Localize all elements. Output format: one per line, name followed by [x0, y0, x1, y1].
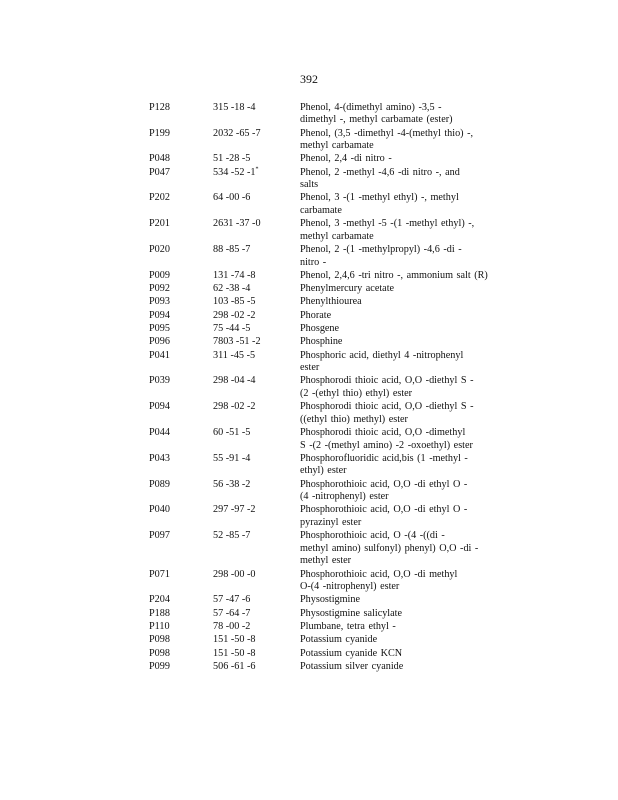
- substance-name: [300, 153, 520, 166]
- page-number: 392: [300, 72, 318, 86]
- substance-name-line: Phosphoric acid, diethyl 4 -nitrophenyl: [300, 349, 464, 361]
- cas-number-text: 506 -61 -6: [213, 660, 256, 672]
- substance-name: [300, 479, 520, 504]
- list-item: [0, 568, 618, 594]
- substance-name-line: Phenylmercury acetate: [300, 283, 395, 295]
- substance-name-line: (2 -(ethyl thio) ethyl) ester: [300, 387, 413, 399]
- waste-code: P041: [149, 349, 170, 361]
- list-item: [0, 349, 618, 375]
- substance-name-line: Phenol, 2 -(1 -methylpropyl) -4,6 -di -: [300, 244, 462, 256]
- cas-number: [213, 270, 255, 283]
- substance-name: [300, 530, 520, 568]
- waste-code: P199: [149, 127, 170, 139]
- cas-number-text: 151 -50 -8: [213, 634, 256, 646]
- cas-number-text: 60 -51 -5: [213, 427, 251, 439]
- substance-name: [300, 350, 520, 375]
- substance-name: [300, 608, 520, 621]
- substance-name: [300, 375, 520, 400]
- cas-number-text: 75 -44 -5: [213, 323, 251, 335]
- waste-code: P047: [149, 166, 170, 178]
- cas-number: [213, 661, 255, 674]
- cas-number: [213, 350, 255, 363]
- list-item: [0, 282, 618, 295]
- substance-name-line: Phosphorothioic acid, O,O -di ethyl O -: [300, 478, 468, 490]
- cas-number: [213, 427, 250, 440]
- substance-name-line: Potassium silver cyanide: [300, 660, 404, 672]
- substance-name: [300, 167, 520, 192]
- list-item: [0, 375, 618, 401]
- cas-number: [213, 296, 255, 309]
- substance-name: [300, 244, 520, 269]
- substance-name-line: methyl amino) sulfonyl) phenyl) O,O -di -: [300, 542, 479, 554]
- list-item: [0, 647, 618, 660]
- cas-number-text: 298 -02 -2: [213, 309, 256, 321]
- list-item: [0, 529, 618, 567]
- list-item: [0, 166, 618, 192]
- cas-number-text: 311 -45 -5: [213, 349, 256, 361]
- substance-name: [300, 310, 520, 323]
- cas-number-text: 78 -00 -2: [213, 620, 251, 632]
- list-item: [0, 243, 618, 269]
- substance-name: [300, 296, 520, 309]
- waste-code: P040: [149, 504, 170, 516]
- substance-name-line: Physostigmine salicylate: [300, 607, 403, 619]
- cas-number: [213, 244, 250, 257]
- cas-number-text: 64 -00 -6: [213, 192, 251, 204]
- cas-number-text: 297 -97 -2: [213, 504, 256, 516]
- cas-number: [213, 648, 255, 661]
- cas-number: [213, 569, 255, 582]
- cas-number: [213, 218, 261, 231]
- cas-number-text: 88 -85 -7: [213, 244, 251, 256]
- cas-number-text: 534 -52 -1: [213, 166, 256, 178]
- list-item: [0, 192, 618, 218]
- waste-code: P204: [149, 594, 170, 606]
- substance-name: [300, 594, 520, 607]
- waste-code: P097: [149, 530, 170, 542]
- substance-name-line: pyrazinyl ester: [300, 516, 362, 528]
- substance-name-line: Phosphorodi thioic acid, O,O -diethyl S -: [300, 401, 474, 413]
- cas-number: [213, 283, 250, 296]
- cas-number-text: 298 -00 -0: [213, 568, 256, 580]
- list-item: [0, 296, 618, 309]
- substance-name-line: salts: [300, 179, 319, 191]
- substance-name-line: O-(4 -nitrophenyl) ester: [300, 581, 400, 593]
- cas-number-text: 51 -28 -5: [213, 153, 251, 165]
- cas-number: [213, 310, 255, 323]
- cas-number: [213, 453, 250, 466]
- substance-name-line: Phosphorofluoridic acid,bis (1 -methyl -: [300, 452, 468, 464]
- list-item: [0, 269, 618, 282]
- cas-number: [213, 634, 255, 647]
- cas-number: [213, 323, 250, 336]
- list-item: [0, 153, 618, 166]
- cas-number-text: 56 -38 -2: [213, 478, 251, 490]
- substance-name-line: nitro -: [300, 256, 327, 268]
- substance-name-line: Phenol, 2,4 -di nitro -: [300, 153, 392, 165]
- cas-number-text: 2032 -65 -7: [213, 127, 261, 139]
- waste-code: P098: [149, 647, 170, 659]
- cas-number: [213, 594, 250, 607]
- substance-name-line: Phosphorothioic acid, O,O -di methyl: [300, 568, 458, 580]
- substance-name-line: S -(2 -(methyl amino) -2 -oxoethyl) ester: [300, 439, 473, 451]
- waste-code: P089: [149, 478, 170, 490]
- cas-number-text: 57 -64 -7: [213, 607, 251, 619]
- substance-name: [300, 621, 520, 634]
- cas-number: [213, 102, 255, 115]
- list-item: [0, 336, 618, 349]
- substance-name-line: methyl carbamate: [300, 230, 374, 242]
- waste-code: P048: [149, 153, 170, 165]
- list-item: [0, 426, 618, 452]
- list-item: [0, 322, 618, 335]
- substance-name-line: ((ethyl thio) methyl) ester: [300, 413, 408, 425]
- substance-name: [300, 634, 520, 647]
- substance-name-line: ester: [300, 362, 320, 374]
- cas-number-text: 103 -85 -5: [213, 296, 256, 308]
- list-item: [0, 620, 618, 633]
- cas-number-text: 131 -74 -8: [213, 269, 256, 281]
- waste-code: P094: [149, 401, 170, 413]
- footnote-mark: *: [255, 166, 259, 173]
- substance-name-line: Phorate: [300, 309, 332, 321]
- waste-code: P201: [149, 218, 170, 230]
- substance-name-line: Phenol, 3 -methyl -5 -(1 -methyl ethyl) -,: [300, 218, 475, 230]
- waste-code: P092: [149, 283, 170, 295]
- substance-name-line: Phenol, 4-(dimethyl amino) -3,5 -: [300, 101, 442, 113]
- cas-number-text: 315 -18 -4: [213, 101, 256, 113]
- cas-number: [213, 401, 255, 414]
- substance-name-line: Phenol, 3 -(1 -methyl ethyl) -, methyl: [300, 192, 459, 204]
- waste-code: P202: [149, 192, 170, 204]
- cas-number-text: 55 -91 -4: [213, 452, 251, 464]
- list-item: [0, 400, 618, 426]
- substance-name-line: Physostigmine: [300, 594, 361, 606]
- waste-code: P096: [149, 336, 170, 348]
- substance-name: [300, 427, 520, 452]
- substance-name-line: Potassium cyanide: [300, 634, 378, 646]
- cas-number: [213, 479, 250, 492]
- cas-number-text: 57 -47 -6: [213, 594, 251, 606]
- cas-number: [213, 621, 250, 634]
- list-item: [0, 594, 618, 607]
- substance-name: [300, 192, 520, 217]
- substance-name: [300, 323, 520, 336]
- waste-code: P099: [149, 660, 170, 672]
- cas-number-text: 52 -85 -7: [213, 530, 251, 542]
- cas-number: [213, 530, 250, 543]
- list-item: [0, 217, 618, 243]
- waste-code: P093: [149, 296, 170, 308]
- substance-name: [300, 128, 520, 153]
- list-item: [0, 452, 618, 478]
- waste-code: P039: [149, 375, 170, 387]
- waste-code: P188: [149, 607, 170, 619]
- cas-number: [213, 336, 261, 349]
- substance-name-line: Phosphorothioic acid, O -(4 -((di -: [300, 530, 445, 542]
- cas-number: [213, 608, 250, 621]
- substance-name-line: Phosphorodi thioic acid, O,O -dimethyl: [300, 427, 466, 439]
- waste-code: P020: [149, 244, 170, 256]
- substance-name: [300, 283, 520, 296]
- substance-name-line: dimethyl -, methyl carbamate (ester): [300, 114, 453, 126]
- waste-code: P128: [149, 101, 170, 113]
- substance-name: [300, 569, 520, 594]
- substance-name-line: Phenol, (3,5 -dimethyl -4-(methyl thio) -,: [300, 127, 474, 139]
- list-item: [0, 478, 618, 504]
- list-item: [0, 504, 618, 530]
- waste-code: P044: [149, 427, 170, 439]
- substance-name: [300, 648, 520, 661]
- substance-name-line: Phenol, 2 -methyl -4,6 -di nitro -, and: [300, 166, 460, 178]
- substance-name: [300, 504, 520, 529]
- list-item: [0, 309, 618, 322]
- substance-name: [300, 218, 520, 243]
- cas-number-text: 298 -04 -4: [213, 375, 256, 387]
- substance-name: [300, 661, 520, 674]
- cas-number-text: 298 -02 -2: [213, 401, 256, 413]
- substance-name: [300, 270, 520, 283]
- substance-name-line: Potassium cyanide KCN: [300, 647, 403, 659]
- cas-number: [213, 167, 258, 180]
- waste-code: P098: [149, 634, 170, 646]
- cas-number: [213, 153, 250, 166]
- substance-name-line: Plumbane, tetra ethyl -: [300, 620, 396, 632]
- substance-name: [300, 102, 520, 127]
- chemical-list: [0, 101, 618, 673]
- cas-number-text: 62 -38 -4: [213, 283, 251, 295]
- substance-name-line: Phosphorodi thioic acid, O,O -diethyl S -: [300, 375, 474, 387]
- waste-code: P095: [149, 323, 170, 335]
- list-item: [0, 101, 618, 127]
- substance-name: [300, 453, 520, 478]
- substance-name-line: Phosphine: [300, 336, 343, 348]
- cas-number: [213, 375, 255, 388]
- substance-name-line: Phenol, 2,4,6 -tri nitro -, ammonium salt (R): [300, 269, 488, 281]
- substance-name-line: (4 -nitrophenyl) ester: [300, 491, 389, 503]
- substance-name: [300, 336, 520, 349]
- list-item: [0, 633, 618, 646]
- waste-code: P071: [149, 568, 170, 580]
- substance-name-line: carbamate: [300, 204, 342, 216]
- list-item: [0, 660, 618, 673]
- substance-name: [300, 401, 520, 426]
- list-item: [0, 127, 618, 153]
- substance-name-line: ethyl) ester: [300, 465, 347, 477]
- waste-code: P043: [149, 452, 170, 464]
- waste-code: P110: [149, 620, 170, 632]
- substance-name-line: methyl ester: [300, 555, 352, 567]
- substance-name-line: methyl carbamate: [300, 140, 374, 152]
- cas-number-text: 151 -50 -8: [213, 647, 256, 659]
- substance-name-line: Phenylthiourea: [300, 296, 362, 308]
- cas-number: [213, 504, 255, 517]
- list-item: [0, 607, 618, 620]
- waste-code: P094: [149, 309, 170, 321]
- cas-number: [213, 192, 250, 205]
- cas-number-text: 7803 -51 -2: [213, 336, 261, 348]
- cas-number-text: 2631 -37 -0: [213, 218, 261, 230]
- substance-name-line: Phosphorothioic acid, O,O -di ethyl O -: [300, 504, 468, 516]
- cas-number: [213, 128, 261, 141]
- substance-name-line: Phosgene: [300, 323, 340, 335]
- waste-code: P009: [149, 269, 170, 281]
